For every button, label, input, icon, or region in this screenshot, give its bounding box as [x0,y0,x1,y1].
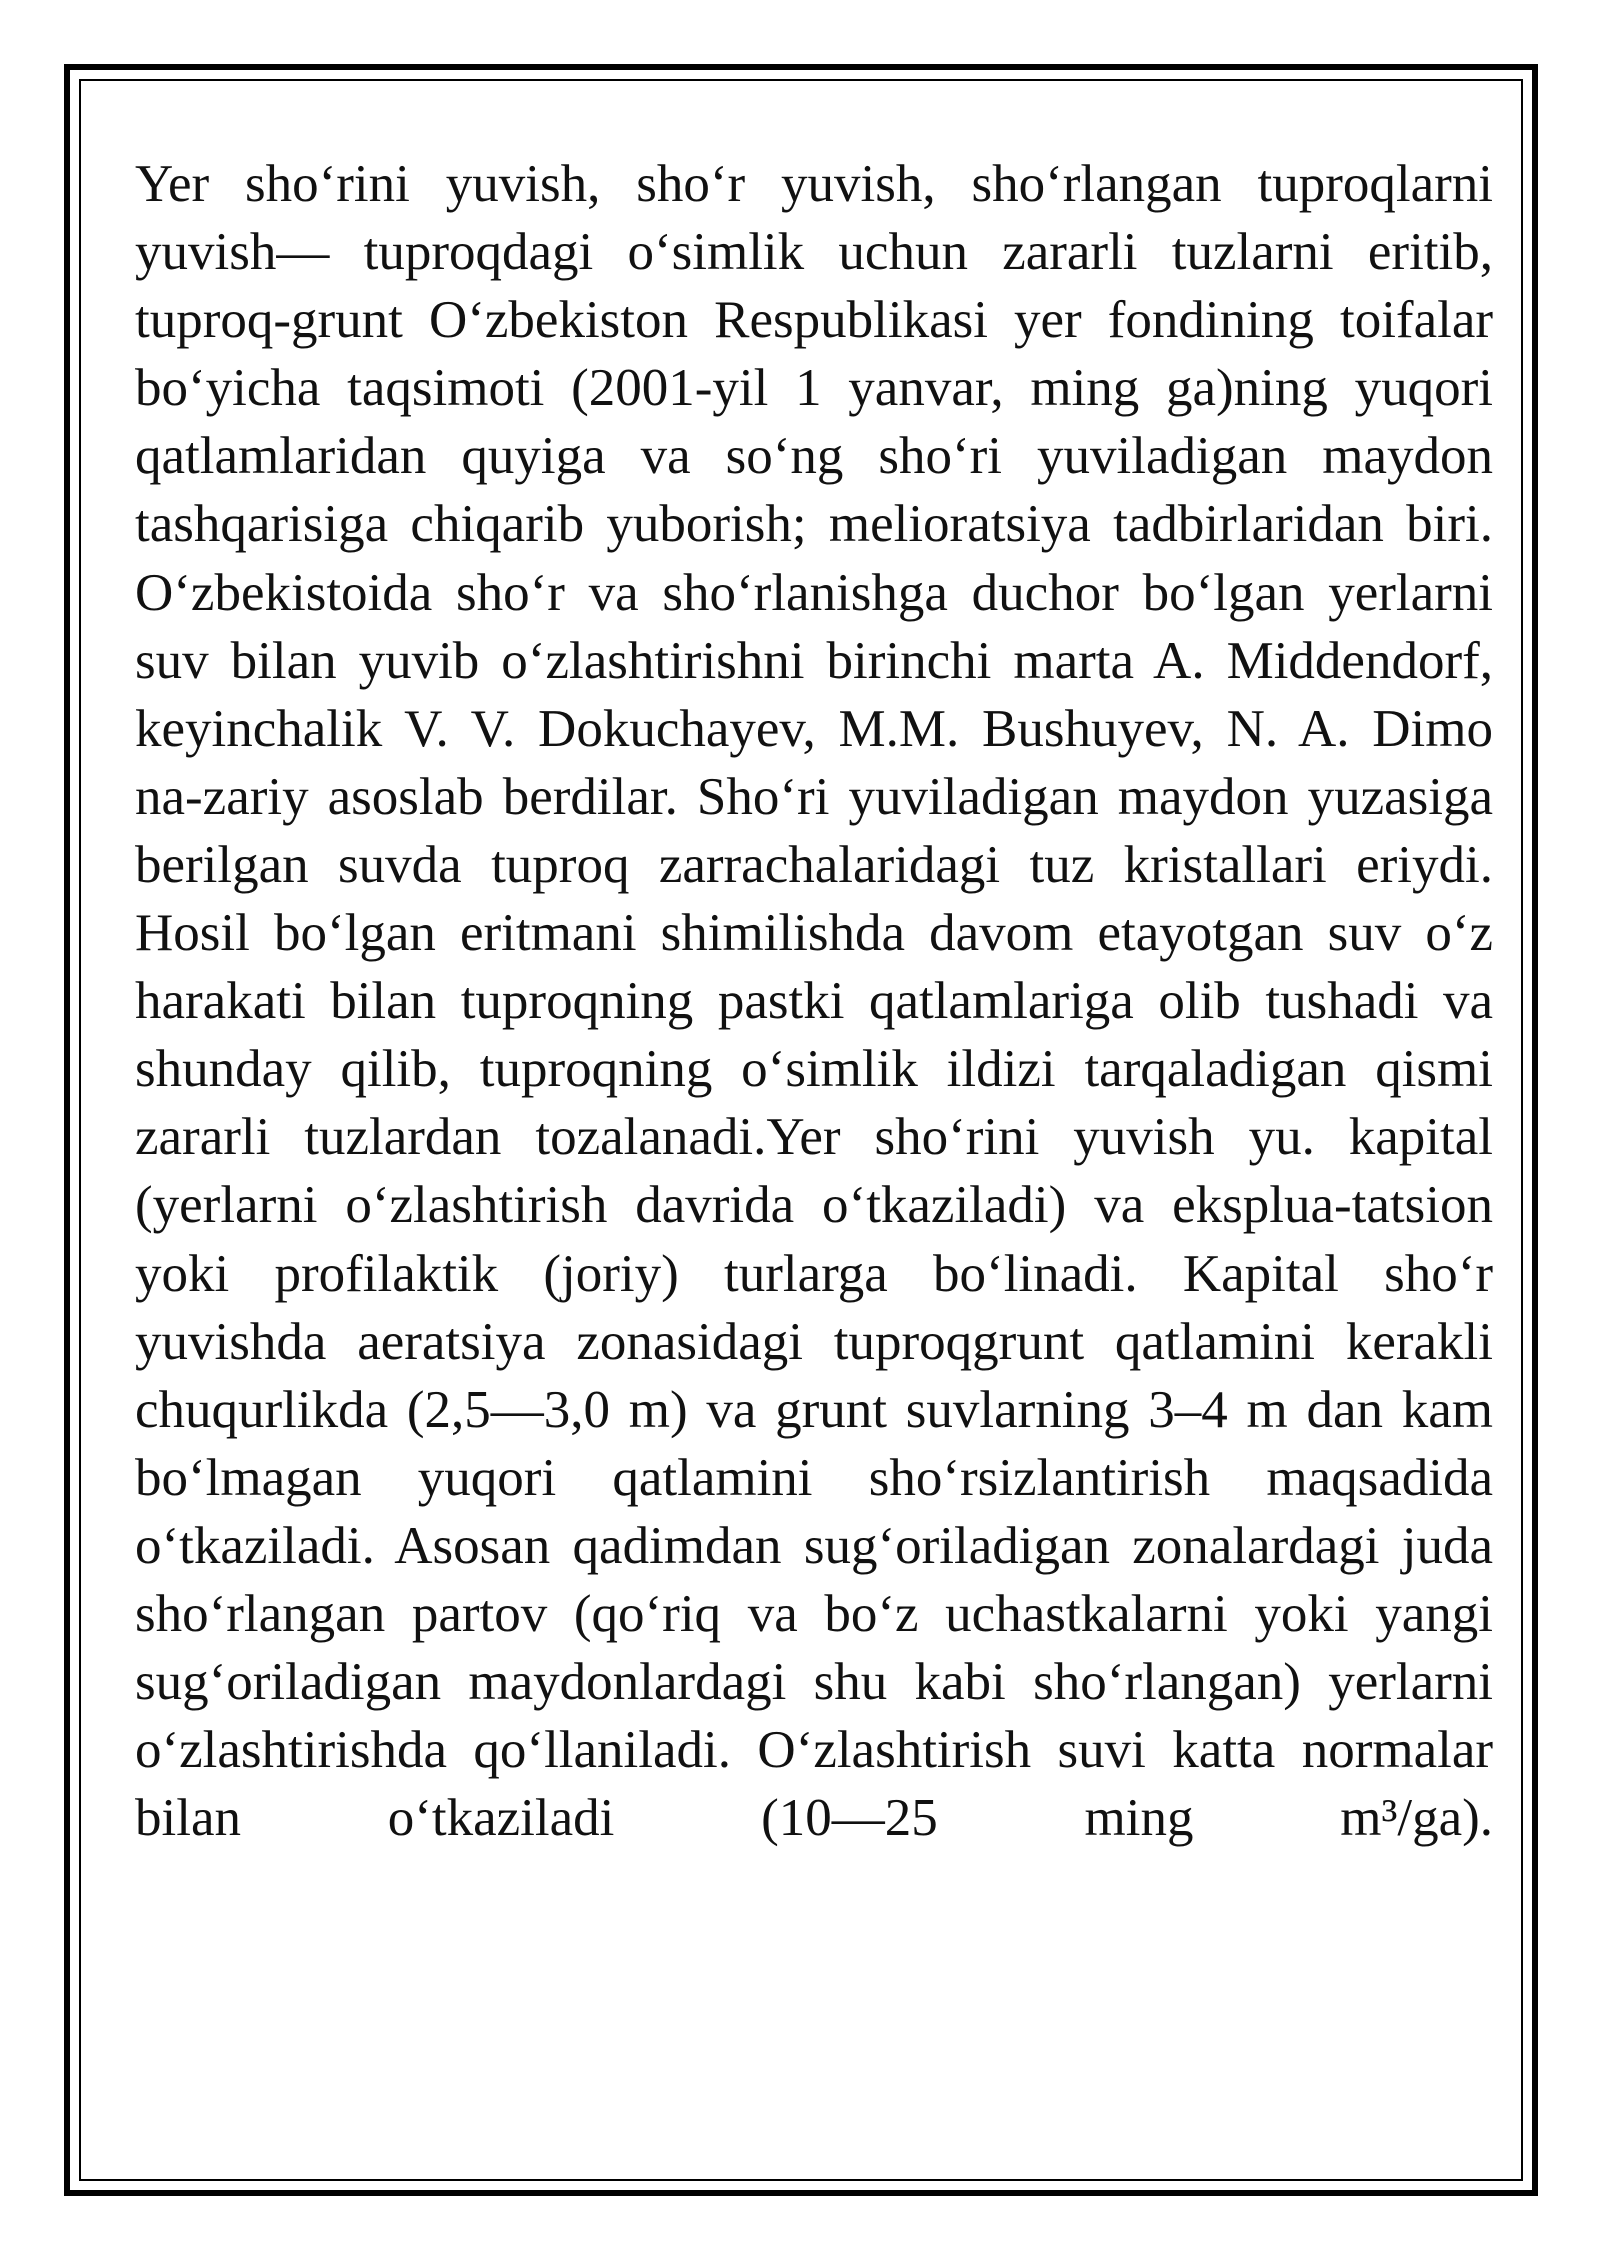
body-text-block [135,150,1493,1852]
body-paragraph: Yer sho‘rini yuvish, sho‘r yuvish, sho‘rlangan tuproqlarni yuvish— tuproqdagi o‘simlik uchun zararli tuzlarni eritib, tuproq-grunt O‘zbekiston Respublikasi yer fondining toifalar bo‘yicha taqsimoti (2001-yil 1 yanvar, ming ga)ning yuqori qatlamlaridan quyiga va so‘ng sho‘ri yuviladigan maydon tashqarisiga chiqarib yuborish; melioratsiya tadbirlaridan biri. O‘zbekistoida sho‘r va sho‘rlanishga duchor bo‘lgan yerlarni suv bilan yuvib o‘zlashtirishni birinchi marta A. Middendorf, keyinchalik V. V. Dokuchayev, M.M. Bushuyev, N. A. Dimo na-zariy asoslab berdilar. Sho‘ri yuviladigan maydon yuzasiga berilgan suvda tuproq zarrachalaridagi tuz kristallari eriydi. Hosil bo‘lgan eritmani shimilishda davom etayotgan suv o‘z harakati bilan tuproqning pastki qatlamlariga olib tushadi va shunday qilib, tuproqning o‘simlik ildizi tarqaladigan qismi zararli tuzlardan tozalanadi.Yer sho‘rini yuvish yu. kapital (yerlarni o‘zlashtirish davrida o‘tkaziladi) va eksplua-tatsion yoki profilaktik (joriy) turlarga bo‘linadi. Kapital sho‘r yuvishda aeratsiya zonasidagi tuproqgrunt qatlamini kerakli chuqurlikda (2,5—3,0 m) va grunt suvlarning 3–4 m dan kam bo‘lmagan yuqori qatlamini sho‘rsizlantirish maqsadida o‘tkaziladi. Asosan qadimdan sug‘oriladigan zonalardagi juda sho‘rlangan partov (qo‘riq va bo‘z uchastkalarni yoki yangi sug‘oriladigan maydonlardagi shu kabi sho‘rlangan) yerlarni o‘zlashtirishda qo‘llaniladi. O‘zlashtirish suvi katta normalar bilan o‘tkaziladi (10—25 ming m³/ga). [135,155,1493,1848]
